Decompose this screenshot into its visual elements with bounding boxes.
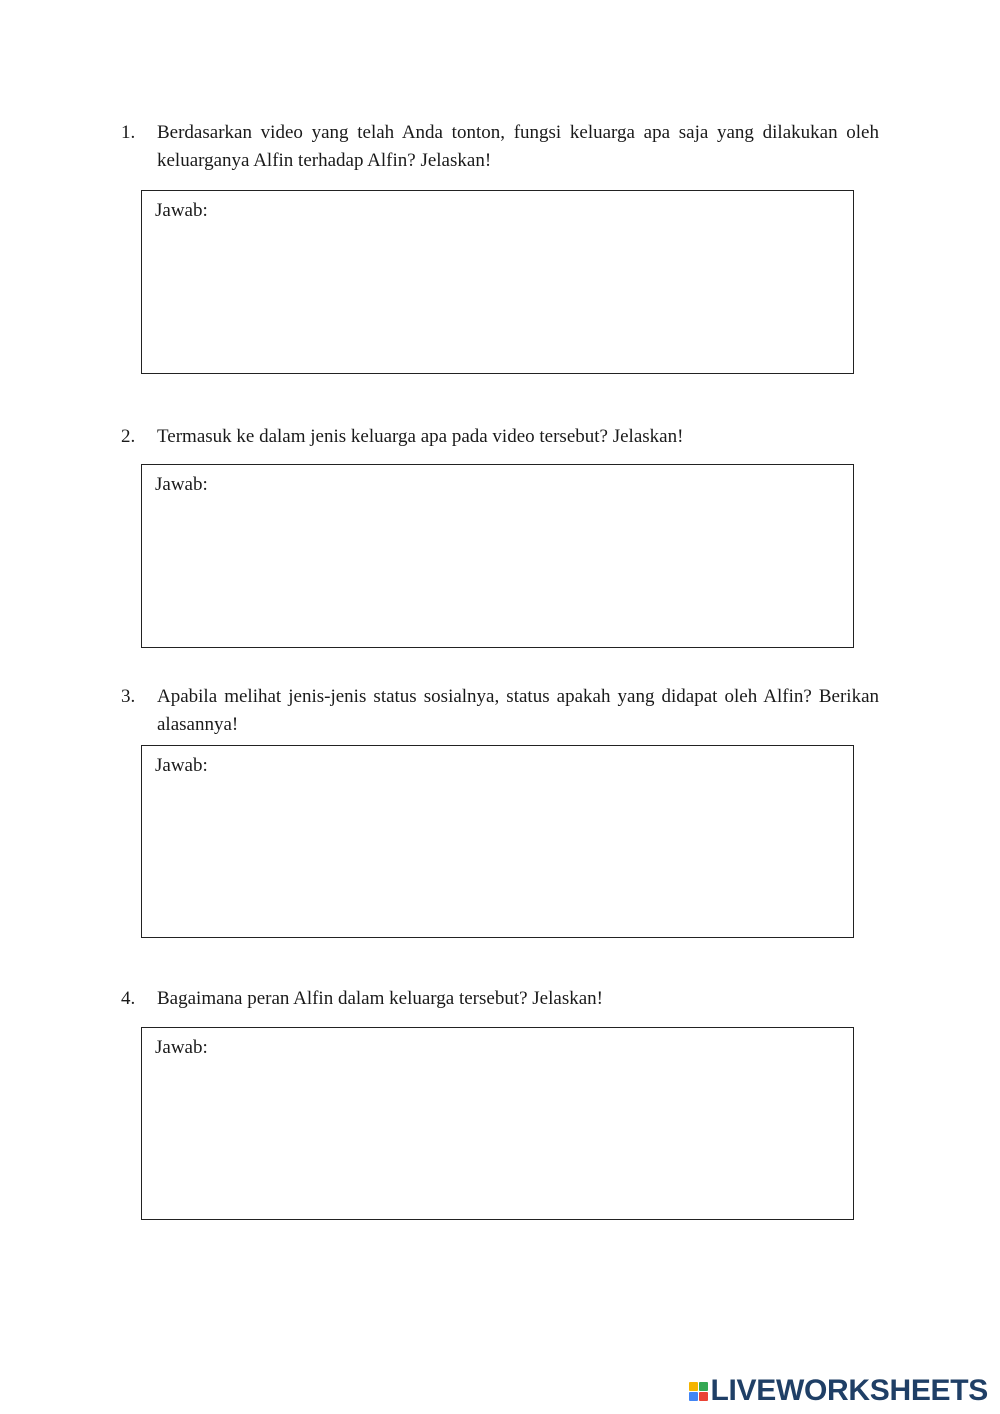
answer-input-2[interactable]	[154, 501, 841, 637]
answer-label: Jawab:	[155, 474, 208, 495]
answer-input-3[interactable]	[154, 782, 841, 927]
answer-box-2[interactable]	[141, 464, 854, 648]
logo-square	[689, 1392, 698, 1401]
liveworksheets-logo-icon	[689, 1382, 708, 1401]
question-number: 2.	[121, 426, 136, 447]
question-number: 3.	[121, 686, 136, 707]
answer-input-1[interactable]	[154, 227, 841, 363]
liveworksheets-brand	[689, 1374, 989, 1408]
question-text: Apabila melihat jenis-jenis status sosialnya, status apakah yang didapat oleh Alfin? Berikan alasannya!	[157, 686, 879, 735]
logo-square	[689, 1382, 698, 1391]
brand-name: LIVEWORKSHEETS	[710, 1374, 988, 1407]
answer-label: Jawab:	[155, 200, 208, 221]
answer-box-4[interactable]	[141, 1027, 854, 1220]
answer-label: Jawab:	[155, 755, 208, 776]
answer-input-4[interactable]	[154, 1064, 841, 1209]
answer-box-1[interactable]	[141, 190, 854, 374]
logo-square	[699, 1392, 708, 1401]
answer-box-3[interactable]	[141, 745, 854, 938]
question-1	[121, 119, 879, 175]
question-text: Termasuk ke dalam jenis keluarga apa pada video tersebut? Jelaskan!	[157, 426, 684, 447]
question-number: 1.	[121, 122, 136, 143]
question-text: Berdasarkan video yang telah Anda tonton, fungsi keluarga apa saja yang dilakukan oleh keluarganya Alfin terhadap Alfin? Jelaskan!	[157, 122, 879, 171]
question-number: 4.	[121, 988, 136, 1009]
question-3	[121, 683, 879, 739]
answer-label: Jawab:	[155, 1037, 208, 1058]
logo-square	[699, 1382, 708, 1391]
question-4	[121, 985, 879, 1013]
question-text: Bagaimana peran Alfin dalam keluarga tersebut? Jelaskan!	[157, 988, 603, 1009]
question-2	[121, 423, 879, 451]
